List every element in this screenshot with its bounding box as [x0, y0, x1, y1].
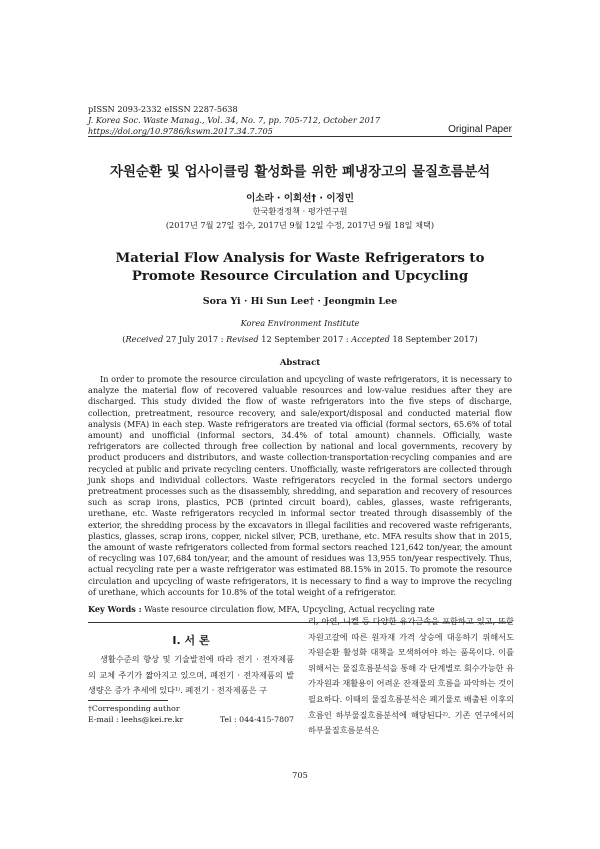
- journal-citation: J. Korea Soc. Waste Manag., Vol. 34, No. 7, pp. 705-712, October 2017: [88, 115, 381, 125]
- author-tel: Tel : 044-415-7807: [219, 715, 294, 724]
- received-date: 27 July 2017: [165, 334, 219, 344]
- footnote-rule: [88, 700, 168, 701]
- section-heading: I. 서 론: [172, 634, 210, 647]
- journal-header: [88, 104, 380, 137]
- keywords: [88, 604, 512, 614]
- corresponding-author-label: †Corresponding author: [88, 704, 180, 713]
- korean-title: 자원순환 및 업사이클링 활성화를 위한 폐냉장고의 물질흐름분석: [109, 164, 491, 180]
- keywords-label: Key Words :: [88, 604, 142, 614]
- abstract-heading: Abstract: [279, 358, 321, 368]
- body-left-column: 생활수준의 향상 및 기술발전에 따라 전기 · 전자제품의 교체 주기가 짧아지고 있으며, 폐전기 · 전자제품의 발생량은 증가 추세에 있다¹⁾. 폐전기 · 전자제품은 구: [88, 654, 294, 696]
- english-authors: Sora Yi · Hi Sun Lee† · Jeongmin Lee: [202, 296, 398, 307]
- footnote: [88, 703, 294, 725]
- keywords-text: Waste resource circulation flow, MFA, Upcycling, Actual recycling rate: [144, 604, 435, 614]
- body-right-column: 리, 아연, 니켈 등 다양한 유가금속을 포함하고 있고, 또한 자원고갈에 따른 원자재 가격 상승에 대응하기 위해서도 자원순환 활성화 대책을 모색하여야 하는 품목이다. 이를 위해서는 물질흐름분석을 통해 각 단계별로 회수가능한 유가자원과 재활용이 어려운 잔재물의 흐름을 파악하는 것이 필요하다. 이때의 물질흐름분석은 폐기물로 배출된 이후의 흐름인 하부물질흐름분석에 해당된다²⁾. 기존 연구에서의 하부물질흐름분석은: [308, 616, 514, 736]
- revised-label: Revised: [226, 334, 259, 344]
- header-rule: [88, 136, 512, 137]
- author-email[interactable]: E-mail : leehs@kei.re.kr: [88, 715, 184, 724]
- article-type-label: Original Paper: [448, 124, 512, 135]
- english-title: Material Flow Analysis for Waste Refrigerators to Promote Resource Circulation and Upcycling: [115, 251, 485, 284]
- doi-link[interactable]: https://doi.org/10.9786/kswm.2017.34.7.705: [88, 126, 273, 136]
- accepted-label: Accepted: [351, 334, 390, 344]
- revised-date: 12 September 2017: [261, 334, 344, 344]
- issn-line: pISSN 2093-2332 eISSN 2287-5638: [88, 104, 238, 114]
- received-label: Received: [125, 334, 164, 344]
- abstract-text: In order to promote the resource circulation and upcycling of waste refrigerators, it is necessary to analyze the material flow of recovered valuable resources and low-value residues after they are discharged. This study divided the flow of waste refrigerators into the five steps of discharge, collection, pretreatment, resource recovery, and sale/export/disposal and conducted material flow analysis (MFA) in each step. Waste refrigerators are treated via official (formal sectors, 65.6% of total amount) and unofficial (informal sectors, 34.4% of total amount) channels. Officially, waste refrigerators are collected through free collection by national and local governments, recovery by product producers and distributors, and waste collection·transportation·recycling companies and are recycled at public and private recycling centers. Unofficially, waste refrigerators are collected through junk shops and individual collectors. Waste refrigerators recycled in the formal sectors undergo pretreatment processes such as the disassembly, shredding, and separation and recovery of resources such as scrap irons, plastics, PCB (printed circuit board), cables, glasses, waste refrigerants, urethane, etc. Waste refrigerators recycled in informal sector treated through disassembly of the exterior, the shredding process by the excavators in illegal facilities and recovered waste refrigerants, plastics, glasses, scrap irons, copper, nickel silver, PCB, urethane, etc. MFA results show that in 2015, the amount of waste refrigerators collected from formal sectors reached 121,642 ton/year, the amount of recycling was 107,684 ton/year, and the amount of residues was 13,955 ton/year respectively. Thus, actual recycling rate per a waste refrigerator was estimated 88.15% in 2015. To promote the resource circulation and upcycling of waste refrigerators, it is necessary to find a way to improve the recycling of urethane, which accounts for 10.8% of the total weight of a refrigerator.: [88, 374, 512, 597]
- english-received-dates: (Received 27 July 2017 : Revised 12 September 2017 : Accepted 18 September 2017): [122, 334, 478, 344]
- english-institution: Korea Environment Institute: [240, 318, 360, 328]
- korean-authors: 이소라 · 이희선† · 이정민: [246, 193, 354, 204]
- accepted-date: 18 September 2017: [392, 334, 475, 344]
- korean-received-dates: (2017년 7월 27일 접수, 2017년 9월 12일 수정, 2017년 9월 18일 채택): [165, 220, 435, 230]
- korean-institution: 한국환경정책 · 평가연구원: [252, 206, 348, 216]
- page-number: 705: [292, 770, 308, 780]
